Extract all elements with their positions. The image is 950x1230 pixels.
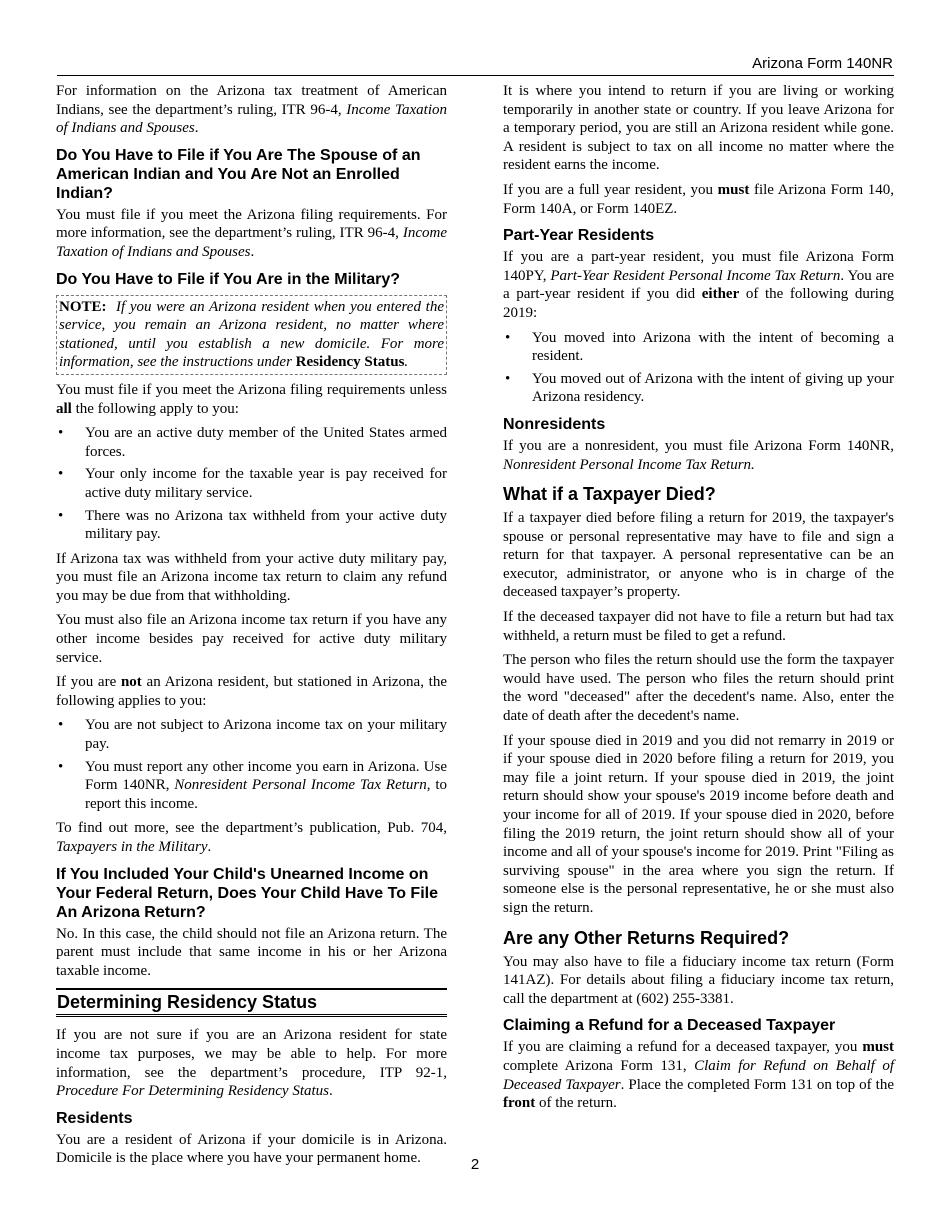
other-returns-paragraph: You may also have to file a fiduciary income tax return (Form 141AZ). For details about filing a fiduciary income tax return, call the department at (602) 255-3381.: [503, 953, 894, 1007]
bullet-icon: •: [58, 717, 64, 734]
form-title: Arizona Form 140NR: [752, 55, 893, 72]
residency-paragraph: If you are not sure if you are an Arizona resident for state income tax purposes, we may be able to help. For more information, see the department’s procedure, ITP 92-1, Procedure For Determining Residency Status.: [56, 1027, 447, 1100]
military-heading: Do You Have to File if You Are in the Military?: [56, 270, 401, 288]
list-item: • Your only income for the taxable year is pay received for active duty military service.: [58, 466, 447, 501]
header-rule: [57, 75, 894, 76]
right-column: [503, 82, 894, 1119]
other-income-paragraph: You must also file an Arizona income tax return if you have any other income besides pay received for active duty military service.: [56, 612, 447, 666]
must-file-paragraph: You must file if you meet the Arizona filing requirements unless all the following apply to you:: [56, 381, 447, 417]
bullet-icon: •: [58, 425, 64, 442]
list-item: • You must report any other income you earn in Arizona. Use Form 140NR, Nonresident Personal Income Tax Return, to report this income.: [58, 758, 448, 812]
list-item: • You moved into Arizona with the intent of becoming a resident.: [505, 329, 894, 365]
died-paragraph-1: If a taxpayer died before filing a return for 2019, the taxpayer's spouse or personal representative may have to file and sign a return for that taxpayer. A personal representative can be an executor, administrator, or anyone who is in charge of the deceased taxpayer’s property.: [503, 510, 894, 601]
note-label: NOTE:: [59, 298, 107, 315]
part-year-list: [503, 329, 894, 407]
part-year-paragraph: If you are a part-year resident, you must file Arizona Form 140PY, Part-Year Resident Personal Income Tax Return. You are a part-year resident if you did either of the following during 2019:: [503, 249, 894, 321]
withheld-paragraph: If Arizona tax was withheld from your active duty military pay, you must file an Arizona income tax return to claim any refund you may be due from that withholding.: [56, 550, 447, 604]
nonresidents-paragraph: If you are a nonresident, you must file Arizona Form 140NR, Nonresident Personal Income Tax Return.: [503, 437, 894, 473]
refund-paragraph: If you are claiming a refund for a deceased taxpayer, you must complete Arizona Form 131, Claim for Refund on Behalf of Deceased Taxpayer. Place the completed Form 131 on top of the front of the return.: [503, 1039, 895, 1112]
intend-paragraph: It is where you intend to return if you are living or working temporarily in another state or country. If you leave Arizona for a temporary period, you are still an Arizona resident while gone. A resident is subject to tax on all income no matter where the resident earns the income.: [503, 83, 894, 174]
bullet-icon: •: [505, 329, 511, 346]
taxpayer-died-heading: What if a Taxpayer Died?: [503, 484, 716, 505]
indians-paragraph: For information on the Arizona tax treatment of American Indians, see the department’s ruling, ITR 96-4, Income Taxation of Indians and Spouses.: [56, 83, 447, 137]
other-returns-heading: Are any Other Returns Required?: [503, 927, 790, 948]
not-resident-paragraph: If you are not an Arizona resident, but stationed in Arizona, the following applies to you:: [56, 674, 447, 709]
list-item: • There was no Arizona tax withheld from your active duty military pay.: [58, 507, 447, 543]
died-paragraph-3: The person who files the return should use the form the taxpayer would have used. The person who files the return should print the word "deceased" after the decedent's name. Also, enter the date of death after the decedent's name.: [503, 652, 894, 725]
military-conditions-list: [56, 424, 447, 544]
full-year-paragraph: If you are a full year resident, you must file Arizona Form 140, Form 140A, or Form 140EZ.: [503, 181, 894, 217]
spouse-paragraph: You must file if you meet the Arizona filing requirements. For more information, see the department’s ruling, ITR 96-4, Income Taxation of Indians and Spouses.: [56, 206, 447, 260]
list-item: • You moved out of Arizona with the intent of giving up your Arizona residency.: [505, 370, 894, 406]
part-year-heading: Part-Year Residents: [503, 227, 655, 245]
child-paragraph: No. In this case, the child should not file an Arizona return. The parent must include that same income in his or her Arizona taxable income.: [56, 925, 447, 979]
died-paragraph-4: If your spouse died in 2019 and you did not remarry in 2019 or if your spouse died in 2020 before filing a return for 2019, you may file a joint return. If your spouse died in 2019, the joint return should show your spouse's 2019 income before death and your income for all of 2019. If your spouse died in 2020, before filing the 2019 return, the joint return should show all of your income and all of your spouse's income for 2019. Print "Filing as surviving spouse" in the area where you sign the return. If someone else is the personal representative, he or she must also sign the return.: [503, 732, 894, 916]
left-column: [56, 82, 447, 1174]
find-out-paragraph: To find out more, see the department’s publication, Pub. 704, Taxpayers in the Military.: [56, 820, 447, 855]
list-item: • You are not subject to Arizona income tax on your military pay.: [58, 717, 447, 753]
child-heading: If You Included Your Child's Unearned Income on Your Federal Return, Does Your Child Have To File An Arizona Return?: [56, 865, 438, 921]
bullet-icon: •: [58, 507, 64, 524]
nonresidents-heading: Nonresidents: [503, 415, 606, 433]
note-text: If you were an Arizona resident when you entered the service, you remain an Arizona resident, no matter where stationed, until you establish a new domicile. For more information, see the instructions under Residency Status.: [59, 298, 444, 371]
list-item: • You are an active duty member of the United States armed forces.: [58, 425, 447, 460]
refund-heading: Claiming a Refund for a Deceased Taxpayer: [503, 1017, 836, 1035]
military-note-box: [56, 295, 447, 375]
residents-heading: Residents: [56, 1109, 133, 1127]
page-number: 2: [470, 1156, 480, 1173]
bullet-icon: •: [505, 370, 511, 387]
residency-section-title: Determining Residency Status: [56, 988, 447, 1017]
stationed-list: [56, 716, 447, 813]
spouse-heading: Do You Have to File if You Are The Spouse of an American Indian and You Are Not an Enrolled Indian?: [56, 146, 421, 202]
bullet-icon: •: [58, 466, 64, 483]
residents-paragraph: You are a resident of Arizona if your domicile is in Arizona. Domicile is the place where you have your permanent home.: [56, 1131, 447, 1167]
bullet-icon: •: [58, 758, 64, 775]
died-paragraph-2: If the deceased taxpayer did not have to file a return but had tax withheld, a return must be filed to get a refund.: [503, 609, 894, 644]
